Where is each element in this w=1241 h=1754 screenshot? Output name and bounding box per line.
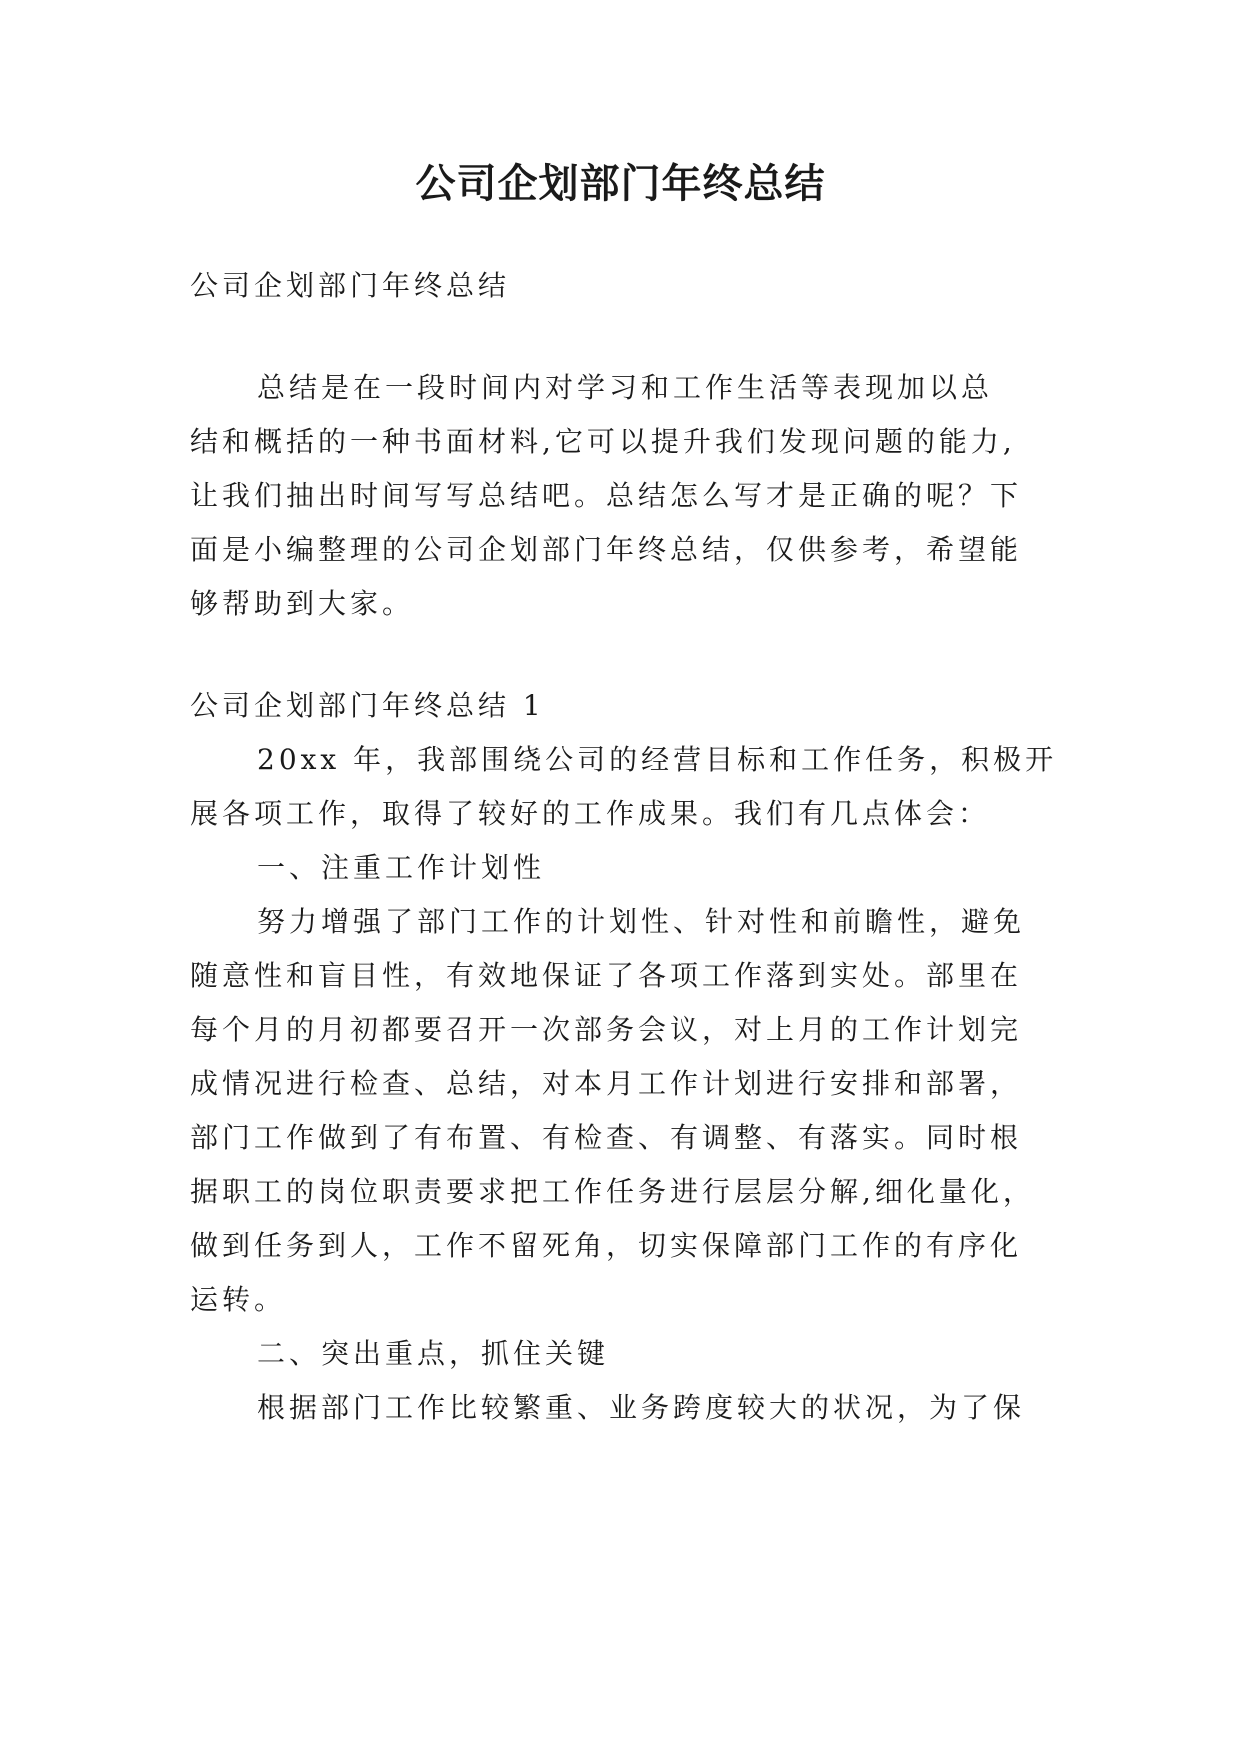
document-subtitle: 公司企划部门年终总结 bbox=[190, 269, 511, 302]
point-heading-2: 二、突出重点，抓住关键 bbox=[257, 1337, 610, 1370]
intro-line: 够帮助到大家。 bbox=[190, 587, 415, 620]
section-intro-line: 20xx 年，我部围绕公司的经营目标和工作任务，积极开 bbox=[257, 743, 1058, 776]
point1-line: 努力增强了部门工作的计划性、针对性和前瞻性，避免 bbox=[257, 905, 1026, 938]
intro-line: 面是小编整理的公司企划部门年终总结，仅供参考，希望能 bbox=[190, 533, 1023, 566]
document-title: 公司企划部门年终总结 bbox=[415, 161, 826, 207]
point1-line: 据职工的岗位职责要求把工作任务进行层层分解,细化量化， bbox=[190, 1175, 1035, 1208]
intro-line: 结和概括的一种书面材料,它可以提升我们发现问题的能力, bbox=[190, 425, 1016, 458]
point2-line: 根据部门工作比较繁重、业务跨度较大的状况，为了保 bbox=[257, 1391, 1026, 1424]
point1-line: 每个月的月初都要召开一次部务会议，对上月的工作计划完 bbox=[190, 1013, 1023, 1046]
intro-line: 让我们抽出时间写写总结吧。总结怎么写才是正确的呢？下 bbox=[190, 479, 1023, 512]
intro-line: 总结是在一段时间内对学习和工作生活等表现加以总 bbox=[257, 371, 994, 404]
point1-line: 部门工作做到了有布置、有检查、有调整、有落实。同时根 bbox=[190, 1121, 1023, 1154]
point-heading-1: 一、注重工作计划性 bbox=[257, 851, 546, 884]
point1-line: 成情况进行检查、总结，对本月工作计划进行安排和部署， bbox=[190, 1067, 1023, 1100]
point1-line: 运转。 bbox=[190, 1283, 287, 1316]
point1-line: 随意性和盲目性，有效地保证了各项工作落到实处。部里在 bbox=[190, 959, 1023, 992]
section-intro-line: 展各项工作，取得了较好的工作成果。我们有几点体会： bbox=[190, 797, 991, 830]
section-heading: 公司企划部门年终总结 1 bbox=[190, 689, 545, 722]
point1-line: 做到任务到人，工作不留死角，切实保障部门工作的有序化 bbox=[190, 1229, 1023, 1262]
